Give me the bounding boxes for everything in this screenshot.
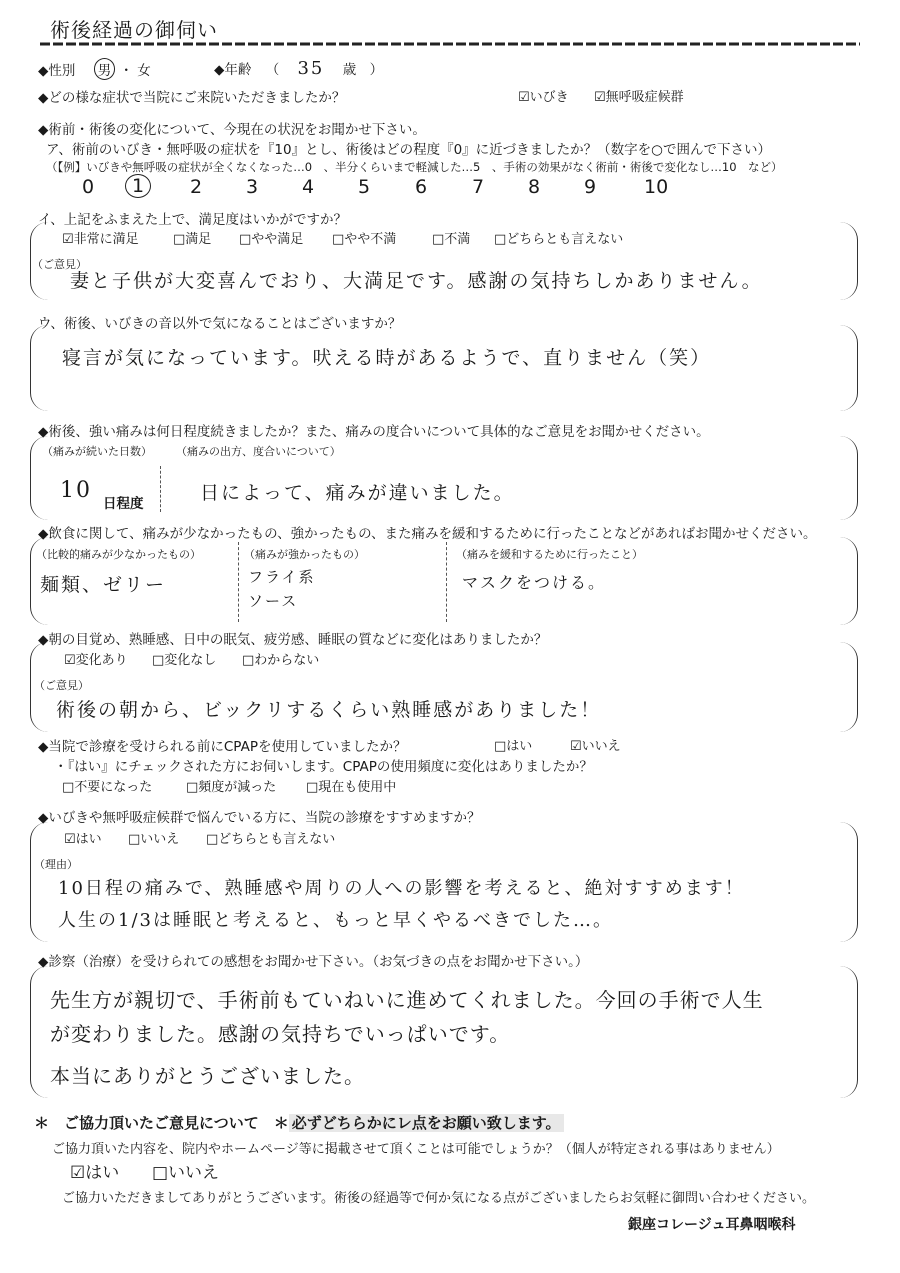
- q-change-example: （【例】いびきや無呼吸の症状が全くなくなった…0 、半分くらいまで軽減した…5 、手術の効果がなく術前・術後で変化なし…10 など）: [46, 160, 783, 174]
- q-satisfaction-text: イ、上記をふまえた上で、満足度はいかがですか？: [38, 212, 348, 228]
- scale-option-10[interactable]: 10: [644, 176, 669, 198]
- q-change-sub-a: ア、術前のいびき・無呼吸の症状を『10』とし、術後はどの程度『0』に近づきましたか？（数字を○で囲んで下さい）: [46, 142, 771, 158]
- age-row: [214, 58, 383, 79]
- scale-option-0[interactable]: 0: [82, 176, 95, 198]
- recommend-opt-neutral[interactable]: □どちらとも言えない: [206, 832, 336, 847]
- scale-option-8[interactable]: 8: [528, 176, 541, 198]
- age-label: ◆年齢: [214, 62, 252, 78]
- pain-days-value[interactable]: 10: [60, 478, 92, 503]
- q-change-text: ◆術前・術後の変化について、今現在の状況をお聞かせ下さい。: [38, 122, 426, 138]
- impression-line1[interactable]: 先生方が親切で、手術前もていねいに進めてくれました。今回の手術で人生: [50, 988, 764, 1012]
- recommend-opt-no[interactable]: □いいえ: [128, 832, 180, 847]
- scale-option-3[interactable]: 3: [246, 176, 259, 198]
- age-paren-open: （: [265, 62, 280, 78]
- satisfaction-opt-somewhat-satisfied[interactable]: □やや満足: [239, 232, 304, 247]
- q-visit-text: ◆どの様な症状で当院にご来院いただきましたか？: [38, 90, 346, 106]
- food-col2-label: （痛みが強かったもの）: [244, 548, 365, 561]
- recommend-opt-yes[interactable]: ☑はい: [64, 832, 102, 847]
- satisfaction-opinion-label: （ご意見）: [32, 258, 87, 271]
- footer-heading-left: ＊ ご協力頂いたご意見について ＊: [34, 1114, 289, 1132]
- cpap-no[interactable]: ☑いいえ: [570, 739, 621, 754]
- satisfaction-opt-satisfied[interactable]: □満足: [173, 232, 212, 247]
- impression-line3[interactable]: 本当にありがとうございました。: [50, 1064, 365, 1088]
- footer-heading: [34, 1112, 564, 1133]
- q-recommend-text: ◆いびきや無呼吸症候群で悩んでいる方に、当院の診療をすすめますか？: [38, 810, 481, 826]
- q-impression-text: ◆診察（治療）を受けられての感想をお聞かせ下さい。（お気づきの点をお聞かせ下さい。）: [38, 954, 589, 970]
- cpap-opt-unneeded[interactable]: □不要になった: [62, 780, 153, 795]
- cpap-yes[interactable]: □はい: [494, 739, 533, 754]
- scale-option-9[interactable]: 9: [584, 176, 597, 198]
- q-food-text: ◆飲食に関して、痛みが少なかったもの、強かったもの、また痛みを緩和するために行ったことなどがあればお聞かせください。: [38, 526, 817, 542]
- food-col1[interactable]: 麺類、ゼリー: [40, 574, 167, 596]
- recommend-reason-label: （理由）: [34, 858, 78, 871]
- footer-thanks: ご協力いただきましてありがとうございます。術後の経過等で何か気になる点がございましたらお気軽に御問い合わせください。: [62, 1191, 815, 1206]
- footer-heading-right: 必ずどちらかにレ点をお願い致します。: [289, 1114, 564, 1132]
- food-col3[interactable]: マスクをつける。: [462, 573, 607, 592]
- cpap-opt-reduced[interactable]: □頻度が減った: [186, 780, 277, 795]
- food-col3-label: （痛みを緩和するために行ったこと）: [456, 548, 643, 561]
- pain-detail[interactable]: 日によって、痛みが違いました。: [200, 482, 515, 504]
- sleep-opt-no-change[interactable]: □変化なし: [152, 653, 217, 668]
- scale-option-7[interactable]: 7: [472, 176, 485, 198]
- q-pain-text: ◆術後、強い痛みは何日程度続きましたか？また、痛みの度合いについて具体的なご意見をお聞かせください。: [38, 424, 710, 440]
- scale-option-6[interactable]: 6: [415, 176, 428, 198]
- pain-days-unit: 日程度: [103, 496, 144, 512]
- satisfaction-opt-somewhat-unsatisfied[interactable]: □やや不満: [332, 232, 397, 247]
- cpap-sub-text: ・『はい』にチェックされた方にお伺いします。CPAPの使用頻度に変化はありましたか？: [54, 759, 593, 775]
- scale-option-1[interactable]: 1: [125, 174, 151, 198]
- recommend-reason-line2[interactable]: 人生の1/3は睡眠と考えると、もっと早くやるべきでした…。: [58, 910, 613, 931]
- footer-question: ご協力頂いた内容を、院内やホームページ等に掲載させて頂くことは可能でしょうか？（個人が特定される事はありません）: [52, 1142, 780, 1157]
- gender-male-selected[interactable]: 男: [94, 58, 116, 80]
- q-sleep-text: ◆朝の目覚め、熟睡感、日中の眠気、疲労感、睡眠の質などに変化はありましたか？: [38, 632, 548, 648]
- scale-option-5[interactable]: 5: [358, 176, 371, 198]
- cpap-opt-still-using[interactable]: □現在も使用中: [306, 780, 397, 795]
- impression-line2[interactable]: が変わりました。感謝の気持ちでいっぱいです。: [50, 1022, 511, 1046]
- q-visit-snoring[interactable]: ☑いびき: [518, 90, 569, 105]
- sleep-answer[interactable]: 術後の朝から、ビックリするくらい熟睡感がありました！: [56, 699, 602, 721]
- clinic-name: 銀座コレージュ耳鼻咽喉科: [628, 1217, 796, 1233]
- food-divider-2: [446, 542, 447, 622]
- satisfaction-opt-very-satisfied[interactable]: ☑非常に満足: [62, 232, 139, 247]
- pain-divider: [160, 466, 161, 512]
- food-divider-1: [238, 542, 239, 622]
- satisfaction-opt-neutral[interactable]: □どちらとも言えない: [494, 232, 624, 247]
- sleep-opinion-label: （ご意見）: [34, 679, 89, 692]
- pain-detail-label: （痛みの出方、度合いについて）: [176, 445, 341, 458]
- pain-days-label: （痛みが続いた日数）: [42, 445, 152, 458]
- age-value[interactable]: 35: [297, 58, 325, 79]
- q-visit-apnea[interactable]: ☑無呼吸症候群: [594, 90, 684, 105]
- scale-option-4[interactable]: 4: [302, 176, 315, 198]
- satisfaction-answer[interactable]: 妻と子供が大変喜んでおり、大満足です。感謝の気持ちしかありません。: [70, 270, 763, 292]
- scale-option-2[interactable]: 2: [190, 176, 203, 198]
- gender-separator: ・: [119, 63, 133, 79]
- q-cpap-text: ◆当院で診療を受けられる前にCPAPを使用していましたか？: [38, 739, 407, 755]
- recommend-reason-line1[interactable]: 10日程の痛みで、熟睡感や周りの人への影響を考えると、絶対すすめます！: [58, 878, 745, 899]
- sleep-opt-unknown[interactable]: □わからない: [242, 653, 320, 668]
- food-col1-label: （比較的痛みが少なかったもの）: [36, 548, 201, 561]
- gender-female[interactable]: 女: [137, 63, 151, 79]
- gender-label: ◆性別: [38, 63, 76, 79]
- footer-yes[interactable]: ☑はい: [70, 1163, 120, 1183]
- page-title: 術後経過の御伺い: [50, 18, 218, 42]
- gender-row: [38, 58, 151, 80]
- q-other-text: ウ、術後、いびきの音以外で気になることはございますか？: [38, 316, 402, 332]
- food-col2-line1[interactable]: フライ系: [248, 568, 316, 586]
- sleep-opt-changed[interactable]: ☑変化あり: [64, 653, 128, 668]
- age-unit: 歳 ）: [342, 62, 384, 78]
- title-underline: [40, 40, 860, 48]
- food-col2-line2[interactable]: ソース: [248, 592, 299, 610]
- other-answer[interactable]: 寝言が気になっています。吠える時があるようで、直りません（笑）: [62, 347, 712, 369]
- footer-no[interactable]: □いいえ: [152, 1163, 220, 1183]
- satisfaction-opt-unsatisfied[interactable]: □不満: [432, 232, 471, 247]
